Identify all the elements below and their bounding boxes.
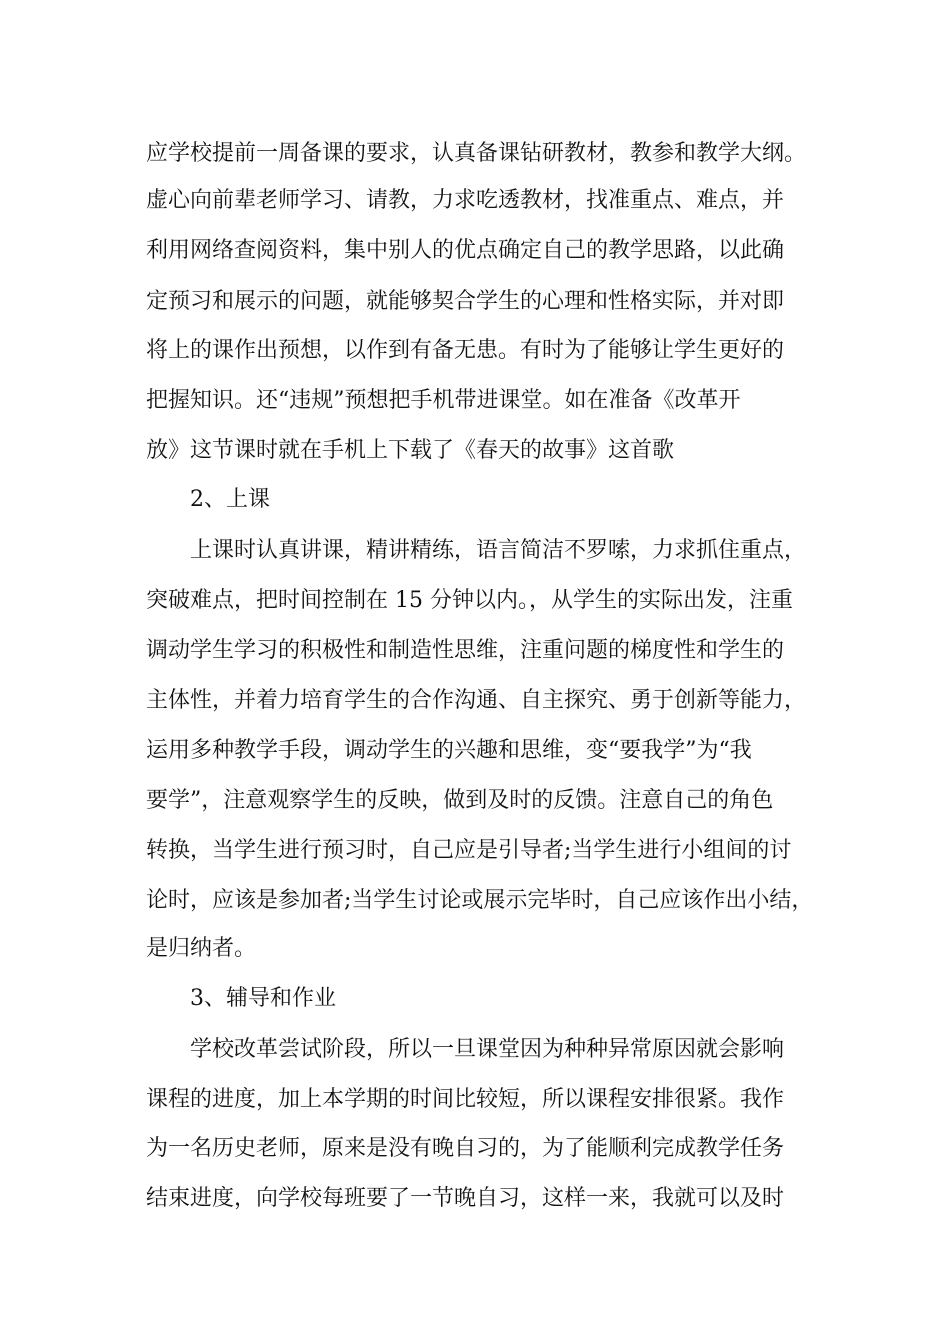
text-line: 要学”，注意观察学生的反映，做到及时的反馈。注意自己的角色	[146, 788, 774, 813]
text-line: 转换，当学生进行预习时，自己应是引导者;当学生进行小组间的讨	[146, 838, 792, 863]
text-line: 课程的进度，加上本学期的时间比较短，所以课程安排很紧。我作	[146, 1087, 785, 1112]
text-line: 把握知识。还“违规”预想把手机带进课堂。如在准备《改革开	[146, 388, 741, 413]
text-line: 放》这节课时就在手机上下载了《春天的故事》这首歌	[146, 438, 675, 463]
text-line: 虚心向前辈老师学习、请教，力求吃透教材，找准重点、难点，并	[146, 188, 785, 213]
text-line: 运用多种教学手段，调动学生的兴趣和思维，变“要我学”为“我	[146, 738, 752, 763]
text-line: 调动学生学习的积极性和制造性思维，注重问题的梯度性和学生的	[146, 638, 785, 663]
text-line: 将上的课作出预想，以作到有备无患。有时为了能够让学生更好的	[146, 338, 785, 363]
text-line: 论时，应该是参加者;当学生讨论或展示完毕时，自己应该作出小结，	[146, 888, 814, 913]
text-line: 为一名历史老师，原来是没有晚自习的，为了能顺利完成教学任务	[146, 1136, 785, 1161]
paragraph-first-line: 学校改革尝试阶段，所以一旦课堂因为种种异常原因就会影响	[190, 1037, 785, 1062]
text-line: 定预习和展示的问题，就能够契合学生的心理和性格实际，并对即	[146, 289, 785, 314]
section-heading: 2、上课	[190, 487, 270, 512]
text-line: 是归纳者。	[146, 936, 257, 961]
text-line: 应学校提前一周备课的要求，认真备课钻研教材，教参和教学大纲。	[146, 141, 807, 166]
section-heading: 3、辅导和作业	[190, 986, 336, 1011]
paragraph-first-line: 上课时认真讲课，精讲精练，语言简洁不罗嗦，力求抓住重点，	[190, 538, 807, 563]
text-line: 结束进度，向学校每班要了一节晚自习，这样一来，我就可以及时	[146, 1186, 785, 1211]
text-line: 主体性，并着力培育学生的合作沟通、自主探究、勇于创新等能力，	[146, 688, 807, 713]
text-line: 突破难点，把时间控制在 15 分钟以内。，从学生的实际出发，注重	[146, 588, 793, 613]
text-line: 利用网络查阅资料，集中别人的优点确定自己的教学思路，以此确	[146, 238, 785, 263]
